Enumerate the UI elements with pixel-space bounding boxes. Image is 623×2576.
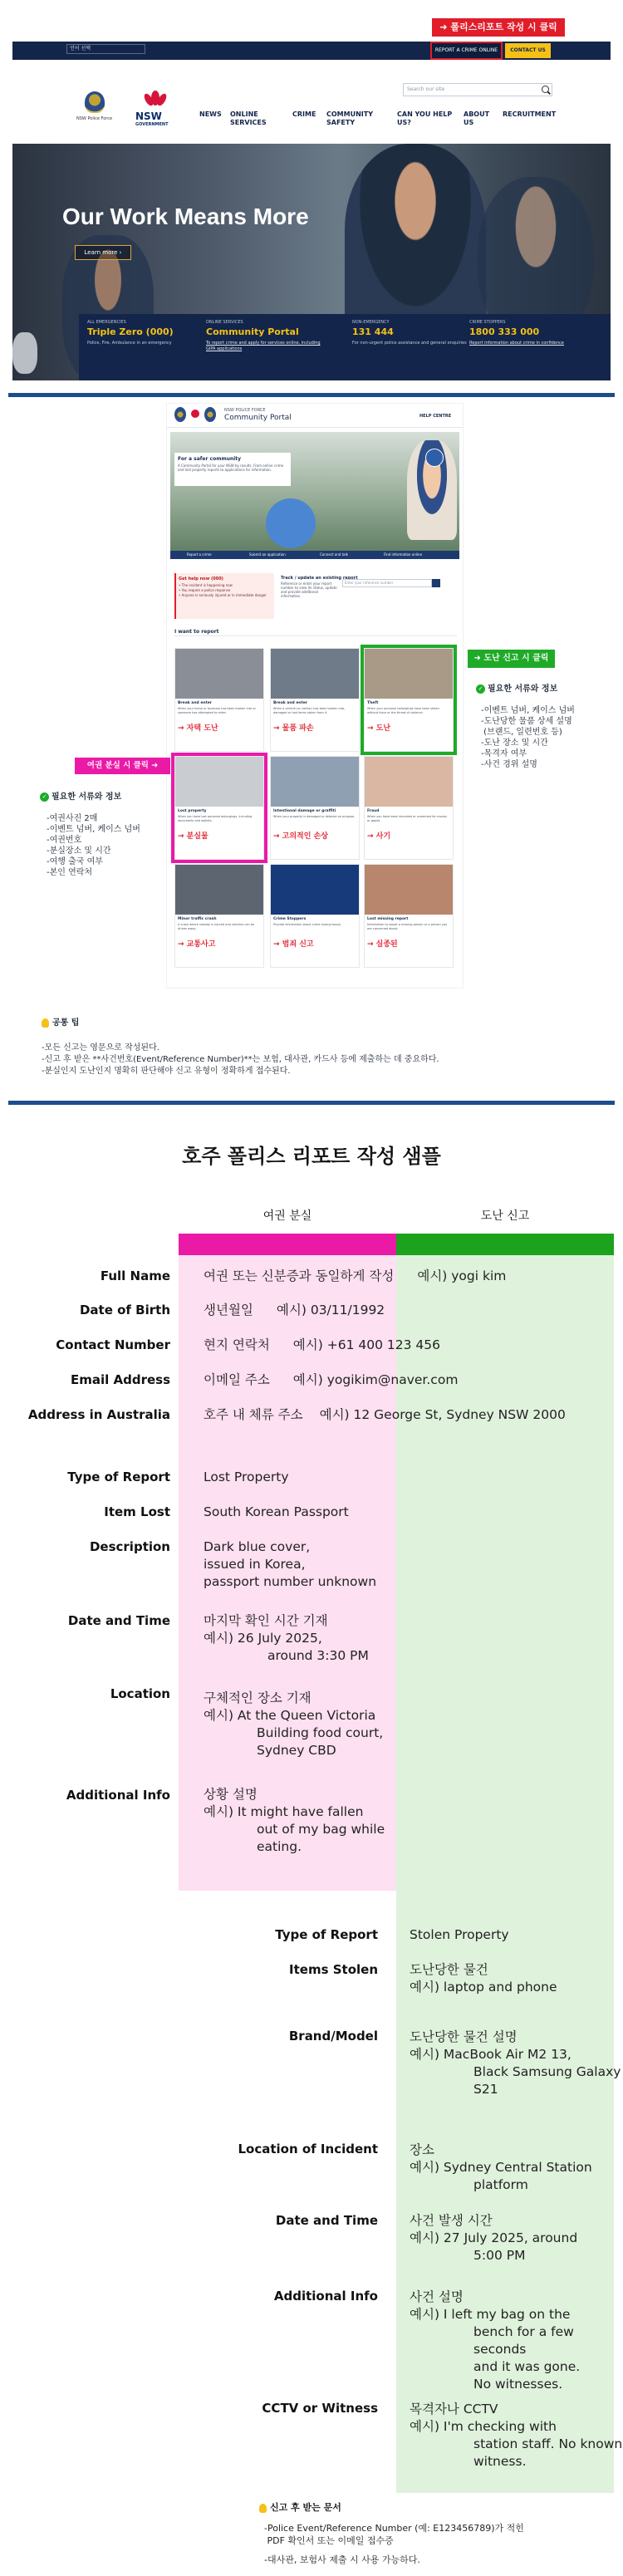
card-image <box>175 649 263 699</box>
portal-hero-text: A Community Portal for your NSW by results. From online crime and lost property reports to applications for information. <box>178 464 284 472</box>
field-label: Brand/Model <box>288 2029 378 2044</box>
field-label: Location of Incident <box>238 2142 378 2156</box>
field-value <box>410 2401 622 2471</box>
alert-lines <box>179 583 270 598</box>
field-label: Items Stolen <box>289 1962 378 1977</box>
card-label: → 도난 <box>367 724 391 733</box>
tab-report-crime[interactable]: Report a crime <box>187 552 212 557</box>
value-line: and it was gone. <box>473 2359 581 2374</box>
requirement-item: -이벤트 넘버, 케이스 넘버 <box>47 825 140 834</box>
value-line: 예시) 26 July 2025, <box>204 1631 322 1646</box>
report-card-theft[interactable] <box>364 648 454 752</box>
value-line: platform <box>473 2177 528 2192</box>
value-line: 예시) MacBook Air M2 13, <box>410 2047 571 2062</box>
theft-requirements <box>476 681 617 770</box>
tips-title <box>42 1015 79 1028</box>
balloon-image <box>266 498 316 548</box>
card-text: When your personal belongings have been stolen without force or the threat of violence. <box>367 707 439 714</box>
documents-line: PDF 확인서 또는 이메일 접수증 <box>264 2535 394 2546</box>
field-label: Date of Birth <box>79 1303 170 1317</box>
card-label: → 자택 도난 <box>178 724 218 733</box>
language-select[interactable]: 언어 선택 <box>66 44 145 54</box>
value-line: 마지막 확인 시간 기재 <box>204 1613 328 1628</box>
report-card-intentional-damage[interactable] <box>270 756 360 860</box>
value-line: Dark blue cover, <box>204 1539 311 1554</box>
nav-recruitment[interactable]: RECRUITMENT <box>503 110 557 118</box>
field-value <box>204 1786 385 1856</box>
field-label: Contact Number <box>56 1337 170 1352</box>
track-report-text: Reference or enter your report number to view its status, update and provide additional information. <box>281 581 337 598</box>
field-hint: 현지 연락처 <box>204 1337 270 1352</box>
report-card-missing[interactable] <box>364 864 454 968</box>
requirement-item: -목격자 여부 <box>481 749 527 758</box>
lightbulb-icon <box>42 1018 49 1028</box>
field-label: Date and Time <box>275 2213 378 2228</box>
lost-passport-requirements <box>40 789 173 878</box>
card-text: Information to report a missing person or a person you are concerned about. <box>367 923 448 930</box>
card-image <box>271 865 359 915</box>
info-kicker: ALL EMERGENCIES <box>87 320 126 325</box>
requirement-item: -분실장소 및 시간 <box>47 846 111 856</box>
check-icon: ✓ <box>476 684 485 694</box>
column-header-theft: 도난 신고 <box>480 1209 530 1223</box>
card-image <box>271 649 359 699</box>
card-label: → 교통사고 <box>178 940 216 949</box>
field-hint: 이메일 주소 <box>204 1372 270 1387</box>
report-callout: ➜ 폴리스리포트 작성 시 클릭 <box>432 18 565 37</box>
lost-color-bar <box>179 1234 396 1255</box>
value-line: station staff. No known <box>473 2436 623 2451</box>
theft-color-bar <box>396 1234 614 1255</box>
info-card-non-emergency <box>352 320 468 346</box>
value-line: 5:00 PM <box>473 2248 526 2263</box>
police-cap-badge <box>425 449 444 467</box>
card-text: A crash where nobody is injured and vehicles can be driven away. <box>178 923 255 930</box>
value-line: around 3:30 PM <box>267 1648 369 1663</box>
field-label: Type of Report <box>67 1470 170 1484</box>
card-text: When you have lost personal belongings, including documents and wallets. <box>178 815 253 822</box>
value-line: 구체적인 장소 기재 <box>204 1690 312 1705</box>
value-line: S21 <box>473 2082 498 2097</box>
lightbulb-icon <box>259 2504 267 2513</box>
report-divider <box>174 635 457 636</box>
alert-line: • You require a police response <box>179 588 231 592</box>
card-text: When your property is damaged or defaced on purpose. <box>273 815 356 818</box>
police-crest-logo[interactable] <box>85 91 105 113</box>
portal-kicker: NSW POLICE FORCE <box>224 408 266 413</box>
nav-crime[interactable]: CRIME <box>292 110 316 118</box>
card-text: Provide information about crime anonymously. <box>273 923 341 926</box>
requirement-item: -도난당한 물품 상세 설명 <box>481 717 572 726</box>
field-value <box>204 1538 376 1591</box>
card-label: → 분실물 <box>178 832 208 841</box>
card-title: Theft <box>367 701 379 705</box>
portal-crest-icon <box>174 407 186 422</box>
hero-officer-center <box>345 144 486 335</box>
field-value: South Korean Passport <box>204 1504 349 1519</box>
info-sub: Police, Fire, Ambulance in an emergency <box>87 341 172 346</box>
requirement-item: -본인 연락처 <box>47 868 93 877</box>
card-label: → 고의적인 손상 <box>273 832 328 841</box>
card-image <box>175 865 263 915</box>
value-line: 예시) Sydney Central Station <box>410 2160 592 2175</box>
field-label: Item Lost <box>104 1504 170 1519</box>
field-label: Additional Info <box>273 2289 378 2304</box>
field-value <box>410 2212 577 2264</box>
sample-title: 호주 폴리스 리포트 작성 샘플 <box>182 1145 441 1168</box>
alert-title: Get help now (000) <box>179 577 223 581</box>
card-image <box>271 757 359 807</box>
field-value <box>410 2029 621 2098</box>
info-card-crime-stoppers <box>469 320 586 346</box>
field-example: 예시) 12 George St, Sydney NSW 2000 <box>319 1407 566 1422</box>
card-label: → 실종된 <box>367 940 398 949</box>
card-title: Break and enter <box>273 701 308 705</box>
tip-line: -분실인지 도난인지 명확히 판단해야 신고 유형이 정확하게 접수된다. <box>42 1067 291 1076</box>
value-line: issued in Korea, <box>204 1557 306 1572</box>
requirement-item: (브랜드, 일련번호 등) <box>481 728 562 737</box>
requirements-title-text: 필요한 서류와 정보 <box>488 684 558 694</box>
value-line: 예시) At the Queen Victoria <box>204 1708 376 1723</box>
card-label: → 범죄 신고 <box>273 940 314 949</box>
search-icon[interactable] <box>542 86 549 93</box>
field-example: 예시) +61 400 123 456 <box>292 1337 440 1352</box>
card-title: Crime Stoppers <box>273 917 307 921</box>
info-kicker: NON-EMERGENCY <box>352 320 390 325</box>
field-value <box>204 1612 369 1665</box>
field-value <box>204 1268 602 1285</box>
info-kicker: CRIME STOPPERS <box>469 320 506 325</box>
nav-news[interactable]: NEWS <box>199 110 222 118</box>
reference-number-input[interactable]: Enter your reference number <box>342 579 432 587</box>
field-label: Full Name <box>100 1268 170 1283</box>
info-card-emergency <box>87 320 204 346</box>
value-line: 장소 <box>410 2142 434 2157</box>
field-label: Location <box>110 1686 170 1701</box>
field-value <box>204 1406 602 1424</box>
tab-connect[interactable]: Connect and talk <box>320 552 349 557</box>
value-line: 상황 설명 <box>204 1787 258 1802</box>
field-value <box>204 1302 602 1319</box>
nsw-government-label: GOVERNMENT <box>135 122 169 127</box>
value-line: Sydney CBD <box>257 1743 336 1758</box>
card-title: Fraud <box>367 809 380 813</box>
nsw-waratah-icon <box>189 408 201 420</box>
card-text: When a vehicle (or similar) has been broken into, damaged or had items stolen from it. <box>273 707 346 714</box>
value-line: passport number unknown <box>204 1574 377 1589</box>
field-example: 예시) 03/11/1992 <box>276 1303 385 1317</box>
nsw-waratah-logo[interactable] <box>137 88 174 108</box>
field-value: Stolen Property <box>410 1927 509 1942</box>
field-example: 예시) yogikim@naver.com <box>292 1372 459 1387</box>
value-line: witness. <box>473 2454 527 2469</box>
card-title: Break and enter <box>178 701 213 705</box>
info-kicker: ONLINE SERVICES <box>206 320 243 325</box>
value-line: out of my bag while <box>257 1822 385 1837</box>
value-line: 예시) 27 July 2025, around <box>410 2230 578 2245</box>
tips-title-text: 공통 팁 <box>52 1018 80 1028</box>
card-image <box>365 865 453 915</box>
portal-name[interactable]: Community Portal <box>224 414 292 422</box>
police-badge-image <box>12 332 37 374</box>
value-line: 예시) I left my bag on the <box>410 2307 571 2322</box>
field-value <box>204 1337 602 1354</box>
card-image <box>365 757 453 807</box>
field-label: Description <box>89 1539 170 1554</box>
field-label: Email Address <box>70 1372 170 1387</box>
track-report-title: Track / update an existing report <box>281 576 358 581</box>
requirement-item: -여행 출국 여부 <box>47 857 103 866</box>
requirements-title-text: 필요한 서류와 정보 <box>52 792 122 802</box>
info-title[interactable]: 131 444 <box>352 326 394 337</box>
nav-community-safety[interactable]: COMMUNITY SAFETY <box>326 110 374 126</box>
card-title: Lost property <box>178 809 207 813</box>
value-line: 예시) laptop and phone <box>410 1980 557 1995</box>
card-title: Intentional damage or graffiti <box>273 809 336 813</box>
value-line: Building food court, <box>257 1725 384 1740</box>
field-example: 예시) yogi kim <box>417 1268 507 1283</box>
nav-can-you-help-us[interactable]: CAN YOU HELP US? <box>397 110 453 126</box>
info-title[interactable]: Triple Zero (000) <box>87 326 174 337</box>
field-hint: 여권 또는 신분증과 동일하게 작성 <box>204 1268 395 1283</box>
info-sub-link[interactable]: Report information about crime in confidence <box>469 341 564 346</box>
report-card-fraud[interactable] <box>364 756 454 860</box>
value-line: No witnesses. <box>473 2377 563 2392</box>
card-label: → 물품 파손 <box>273 724 314 733</box>
field-hint: 호주 내 체류 주소 <box>204 1407 303 1422</box>
report-crime-online-button[interactable]: REPORT A CRIME ONLINE <box>432 43 501 58</box>
police-name: NSW Police Force <box>76 116 113 121</box>
documents-title-text: 신고 후 받는 문서 <box>270 2502 341 2513</box>
info-card-community-portal <box>206 320 322 352</box>
requirements-title <box>476 681 617 694</box>
field-label: Additional Info <box>66 1788 170 1803</box>
field-value <box>410 2142 592 2194</box>
column-header-lost: 여권 분실 <box>262 1209 312 1223</box>
alert-line: • Anyone is seriously injured or in immediate danger <box>179 593 267 597</box>
card-title: Lost missing report <box>367 917 409 921</box>
requirement-item: -사건 경위 설명 <box>481 760 537 769</box>
field-label: CCTV or Witness <box>262 2401 378 2416</box>
requirement-item: -이벤트 넘버, 케이스 넘버 <box>481 706 575 715</box>
card-image <box>175 757 263 807</box>
value-line: 사건 설명 <box>410 2289 464 2304</box>
field-hint: 생년월일 <box>204 1303 253 1317</box>
site-search-input[interactable]: Search our site <box>403 83 552 96</box>
info-sub: For non-urgent police assistance and general enquiries <box>352 341 467 346</box>
field-value <box>410 2289 623 2393</box>
nav-online-services[interactable]: ONLINE SERVICES <box>230 110 267 126</box>
tip-line: -모든 신고는 영문으로 작성된다. <box>42 1043 159 1052</box>
value-line: 예시) It might have fallen <box>204 1804 364 1819</box>
value-line: Black Samsung Galaxy <box>473 2064 621 2079</box>
section-divider <box>8 393 615 397</box>
documents-title <box>259 2500 341 2514</box>
report-card-crime-stoppers[interactable] <box>270 864 360 968</box>
report-heading: I want to report <box>174 629 219 635</box>
nav-about-us[interactable]: ABOUT US <box>464 110 490 126</box>
nsw-wordmark: NSW <box>135 110 162 122</box>
value-line: eating. <box>257 1839 302 1854</box>
check-icon: ✓ <box>40 792 49 802</box>
card-image <box>365 649 453 699</box>
portal-hero-title: For a safer community <box>178 456 242 462</box>
report-card-traffic-crash[interactable] <box>174 864 264 968</box>
search-go-button[interactable] <box>432 579 440 587</box>
section-divider <box>8 1101 615 1105</box>
card-title: Minor traffic crash <box>178 917 217 921</box>
info-title[interactable]: 1800 333 000 <box>469 326 540 337</box>
alert-line: • The incident is happening now <box>179 583 233 587</box>
value-line: bench for a few seconds <box>473 2324 574 2357</box>
field-value <box>204 1690 383 1759</box>
field-label: Date and Time <box>67 1613 170 1628</box>
report-card-lost-property[interactable] <box>174 756 264 860</box>
requirement-item: -도난 장소 및 시간 <box>481 738 548 748</box>
documents-line: -대사관, 보험사 제출 시 사용 가능하다. <box>264 2554 420 2565</box>
field-value <box>204 1371 602 1389</box>
hero-title: Our Work Means More <box>62 204 309 229</box>
field-label: Address in Australia <box>27 1407 170 1422</box>
value-line: 도난당한 물건 <box>410 1962 488 1977</box>
contact-us-button[interactable]: CONTACT US <box>505 43 551 58</box>
report-card-break-enter-vehicle[interactable] <box>270 648 360 752</box>
learn-more-button[interactable]: Learn more › <box>75 245 131 260</box>
value-line: 목격자나 CCTV <box>410 2402 498 2417</box>
requirement-item: -여권번호 <box>47 836 82 845</box>
help-centre-link[interactable]: HELP CENTRE <box>419 414 452 419</box>
field-value: Lost Property <box>204 1470 289 1484</box>
police-crest-icon <box>204 407 216 422</box>
requirements-title <box>40 789 173 802</box>
requirement-item: -여권사진 2매 <box>47 814 98 823</box>
value-line: 도난당한 물건 설명 <box>410 2029 518 2044</box>
tab-submit-application[interactable]: Submit an application <box>249 552 286 557</box>
report-card-break-enter-home[interactable] <box>174 648 264 752</box>
theft-callout: ➜ 도난 신고 시 클릭 <box>468 650 555 668</box>
field-value <box>410 1961 557 1996</box>
documents-line: -Police Event/Reference Number (예: E123456789)가 적힌 <box>264 2523 524 2534</box>
info-sub-link[interactable]: To report crime and apply for services online, including GIPA applications <box>206 341 321 351</box>
field-label: Type of Report <box>275 1927 378 1942</box>
value-line: 사건 발생 시간 <box>410 2213 493 2228</box>
value-line: 예시) I'm checking with <box>410 2419 557 2434</box>
card-text: When your home or business has been broken into or someone has attempted to enter. <box>178 707 256 714</box>
info-title[interactable]: Community Portal <box>206 326 299 337</box>
card-label: → 사기 <box>367 832 391 841</box>
tip-line: -신고 후 받은 **사건번호(Event/Reference Number)**는 보험, 대사관, 카드사 등에 제출하는 데 중요하다. <box>42 1055 439 1064</box>
card-text: When you have been deceived or scammed for money or goods. <box>367 815 448 822</box>
lost-passport-callout: 여권 분실 시 클릭 ➜ <box>75 758 170 774</box>
tab-find-information[interactable]: Find information online <box>384 552 423 557</box>
